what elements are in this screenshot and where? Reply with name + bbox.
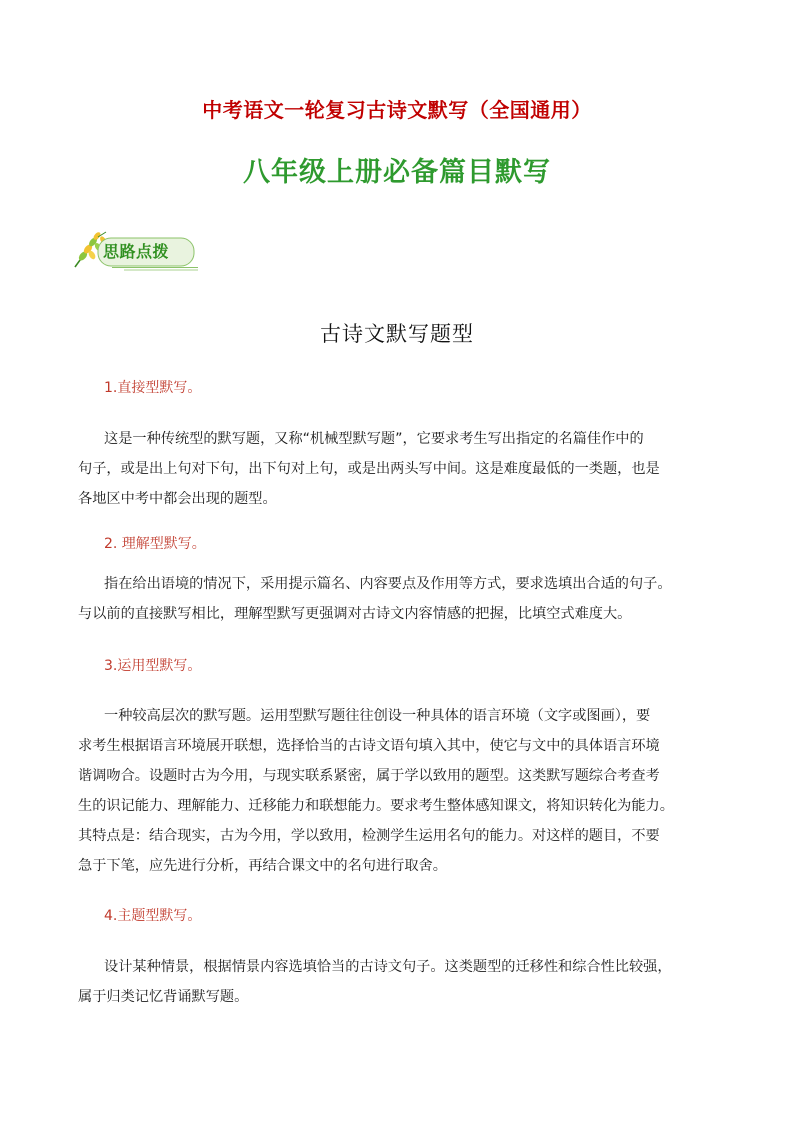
- paragraph-line: 一种较高层次的默写题。运用型默写题往往创设一种具体的语言环境（文字或图画），要: [104, 708, 651, 724]
- paragraph-line: 属于归类记忆背诵默写题。: [78, 989, 249, 1005]
- item-heading-3: 3.运用型默写。: [104, 658, 202, 674]
- badge-label: 思路点拨: [103, 242, 170, 261]
- section-title: 古诗文默写题型: [320, 322, 474, 346]
- paragraph-line: 谐调吻合。设题时古为今用，与现实联系紧密，属于学以致用的题型。这类默写题综合考查考: [78, 768, 660, 784]
- item-paragraph-1: [78, 424, 722, 514]
- paragraph-line: 与以前的直接默写相比，理解型默写更强调对古诗文内容情感的把握，比填空式难度大。: [78, 606, 632, 622]
- paragraph-line: 求考生根据语言环境展开联想，选择恰当的古诗文语句填入其中，使它与文中的具体语言环境: [78, 738, 660, 754]
- paragraph-line: 设计某种情景，根据情景内容选填恰当的古诗文句子。这类题型的迁移性和综合性比较强，: [104, 959, 672, 975]
- paragraph-line: 其特点是：结合现实，古为今用，学以致用，检测学生运用名句的能力。对这样的题目，不要: [78, 828, 660, 844]
- paragraph-line: 急于下笔，应先进行分析，再结合课文中的名句进行取舍。: [78, 858, 447, 874]
- item-paragraph-4: [78, 952, 722, 1012]
- item-heading-4: 4.主题型默写。: [104, 908, 202, 924]
- item-heading-2: 2. 理解型默写。: [104, 536, 206, 552]
- document-subtitle: 八年级上册必备篇目默写: [243, 157, 551, 188]
- document-title: 中考语文一轮复习古诗文默写（全国通用）: [202, 98, 592, 122]
- paragraph-line: 这是一种传统型的默写题，又称“机械型默写题”，它要求考生写出指定的名篇佳作中的: [104, 431, 644, 447]
- paragraph-line: 各地区中考中都会出现的题型。: [78, 491, 277, 507]
- paragraph-line: 句子，或是出上句对下句，出下句对上句，或是出两头写中间。这是难度最低的一类题，也是: [78, 461, 660, 477]
- item-paragraph-3: [78, 701, 722, 881]
- item-paragraph-2: [78, 569, 722, 629]
- paragraph-line: 指在给出语境的情况下，采用提示篇名、内容要点及作用等方式，要求选填出合适的句子。: [104, 576, 672, 592]
- paragraph-line: 生的识记能力、理解能力、迁移能力和联想能力。要求考生整体感知课文，将知识转化为能力。: [78, 798, 674, 814]
- tip-badge: [72, 229, 200, 271]
- item-heading-1: 1.直接型默写。: [104, 380, 202, 396]
